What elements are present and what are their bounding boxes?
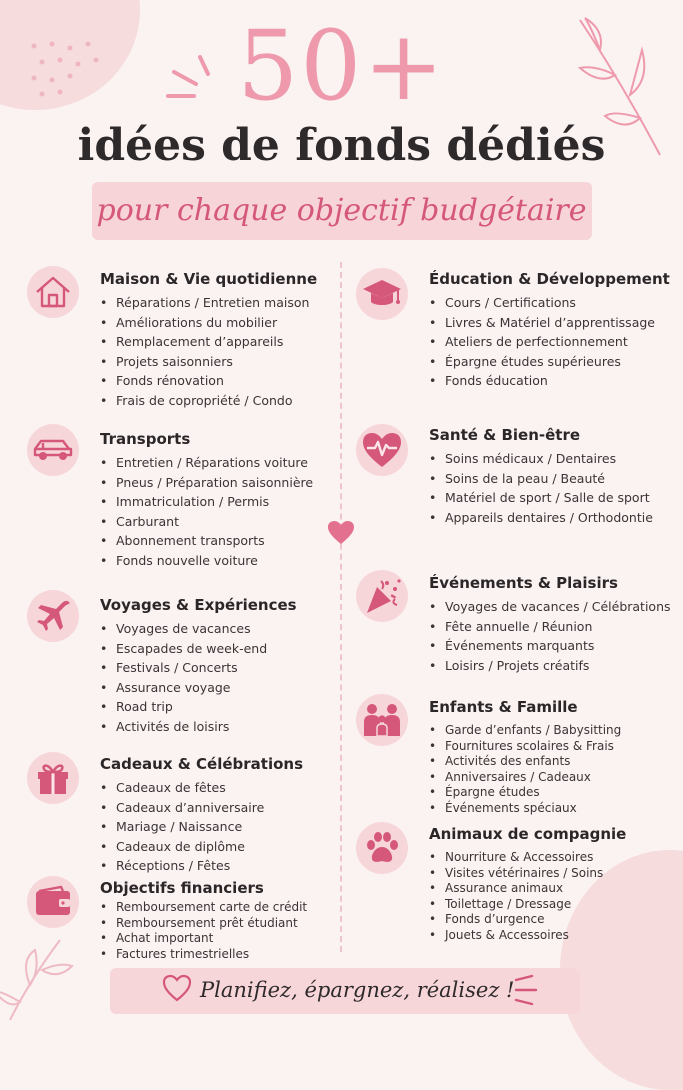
family-icon (356, 694, 408, 746)
list-item: • Visites vétérinaires / Soins (429, 866, 626, 882)
list-item: • Assurance voyage (100, 678, 297, 698)
list-item: • Événements marquants (429, 636, 671, 656)
list-item: • Mariage / Naissance (100, 817, 303, 837)
spark-lines-small-icon (512, 974, 542, 1006)
heart-outline-icon (162, 974, 192, 1002)
list-item: • Voyages de vacances (100, 619, 297, 639)
list-item: • Garde d’enfants / Babysitting (429, 723, 621, 739)
list-item: • Cadeaux d’anniversaire (100, 798, 303, 818)
category-title: Voyages & Expériences (100, 596, 297, 614)
list-item: • Cours / Certifications (429, 293, 670, 313)
list-item: • Remplacement d’appareils (100, 332, 317, 352)
car-icon (27, 424, 79, 476)
list-item: • Remboursement carte de crédit (100, 900, 307, 916)
list-item: • Anniversaires / Cadeaux (429, 770, 621, 786)
paw-icon (356, 822, 408, 874)
list-item: • Matériel de sport / Salle de sport (429, 488, 653, 508)
list-item: • Loisirs / Projets créatifs (429, 656, 671, 676)
footer-slogan: Planifiez, épargnez, réalisez ! (200, 978, 515, 1002)
heartbeat-icon (356, 424, 408, 476)
category-title: Événements & Plaisirs (429, 574, 618, 592)
category-health (429, 425, 653, 527)
category-travel (100, 595, 297, 736)
list-item: • Réparations / Entretien maison (100, 293, 317, 313)
list-item: • Frais de copropriété / Condo (100, 391, 317, 411)
list-item: • Road trip (100, 697, 297, 717)
list-item: • Nourriture & Accessoires (429, 850, 626, 866)
list-item: • Livres & Matériel d’apprentissage (429, 313, 670, 333)
list-item: • Immatriculation / Permis (100, 492, 313, 512)
list-item: • Jouets & Accessoires (429, 928, 626, 944)
list-item: • Projets saisonniers (100, 352, 317, 372)
list-item: • Fonds rénovation (100, 371, 317, 391)
list-item: • Épargne études (429, 785, 621, 801)
list-item: • Remboursement prêt étudiant (100, 916, 307, 932)
heart-icon (327, 520, 355, 546)
category-title: Enfants & Famille (429, 698, 578, 716)
category-financial (100, 878, 307, 962)
list-item: • Soins de la peau / Beauté (429, 469, 653, 489)
list-item: • Abonnement transports (100, 531, 313, 551)
list-item: • Ateliers de perfectionnement (429, 332, 670, 352)
airplane-icon (27, 590, 79, 642)
category-title: Animaux de compagnie (429, 825, 627, 843)
category-events (429, 573, 671, 675)
list-item: • Voyages de vacances / Célébrations (429, 597, 671, 617)
list-item: • Activités de loisirs (100, 717, 297, 737)
headline-number: 50+ (237, 10, 446, 122)
list-item: • Appareils dentaires / Orthodontie (429, 508, 653, 528)
leaf-sprig-icon (0, 930, 80, 1020)
list-item: • Festivals / Concerts (100, 658, 297, 678)
list-item: • Fête annuelle / Réunion (429, 617, 671, 637)
list-item: • Entretien / Réparations voiture (100, 453, 313, 473)
list-item: • Assurance animaux (429, 881, 626, 897)
category-gifts (100, 754, 303, 876)
graduation-cap-icon (356, 268, 408, 320)
list-item: • Soins médicaux / Dentaires (429, 449, 653, 469)
wallet-icon (27, 876, 79, 928)
column-divider (340, 262, 342, 952)
house-icon (27, 266, 79, 318)
category-title: Santé & Bien-être (429, 426, 581, 444)
category-transport (100, 429, 313, 570)
list-item: • Fonds nouvelle voiture (100, 551, 313, 571)
list-item: • Améliorations du mobilier (100, 313, 317, 333)
category-title: Cadeaux & Célébrations (100, 755, 304, 773)
party-popper-icon (356, 570, 408, 622)
gift-icon (27, 752, 79, 804)
category-home (100, 269, 317, 410)
list-item: • Cadeaux de diplôme (100, 837, 303, 857)
page-title: idées de fonds dédiés (77, 120, 606, 171)
category-family (429, 697, 621, 816)
list-item: • Carburant (100, 512, 313, 532)
list-item: • Épargne études supérieures (429, 352, 670, 372)
category-pets (429, 824, 626, 943)
category-title: Objectifs financiers (100, 879, 264, 897)
list-item: • Toilettage / Dressage (429, 897, 626, 913)
list-item: • Fournitures scolaires & Frais (429, 739, 621, 755)
list-item: • Réceptions / Fêtes (100, 856, 303, 876)
list-item: • Événements spéciaux (429, 801, 621, 817)
list-item: • Cadeaux de fêtes (100, 778, 303, 798)
list-item: • Factures trimestrielles (100, 947, 307, 963)
list-item: • Pneus / Préparation saisonnière (100, 473, 313, 493)
category-title: Transports (100, 430, 191, 448)
list-item: • Activités des enfants (429, 754, 621, 770)
page-subtitle: pour chaque objectif budgétaire (96, 193, 587, 228)
list-item: • Escapades de week-end (100, 639, 297, 659)
category-title: Maison & Vie quotidienne (100, 270, 318, 288)
list-item: • Fonds éducation (429, 371, 670, 391)
list-item: • Achat important (100, 931, 307, 947)
category-education (429, 269, 670, 391)
category-title: Éducation & Développement (429, 270, 670, 288)
list-item: • Fonds d’urgence (429, 912, 626, 928)
